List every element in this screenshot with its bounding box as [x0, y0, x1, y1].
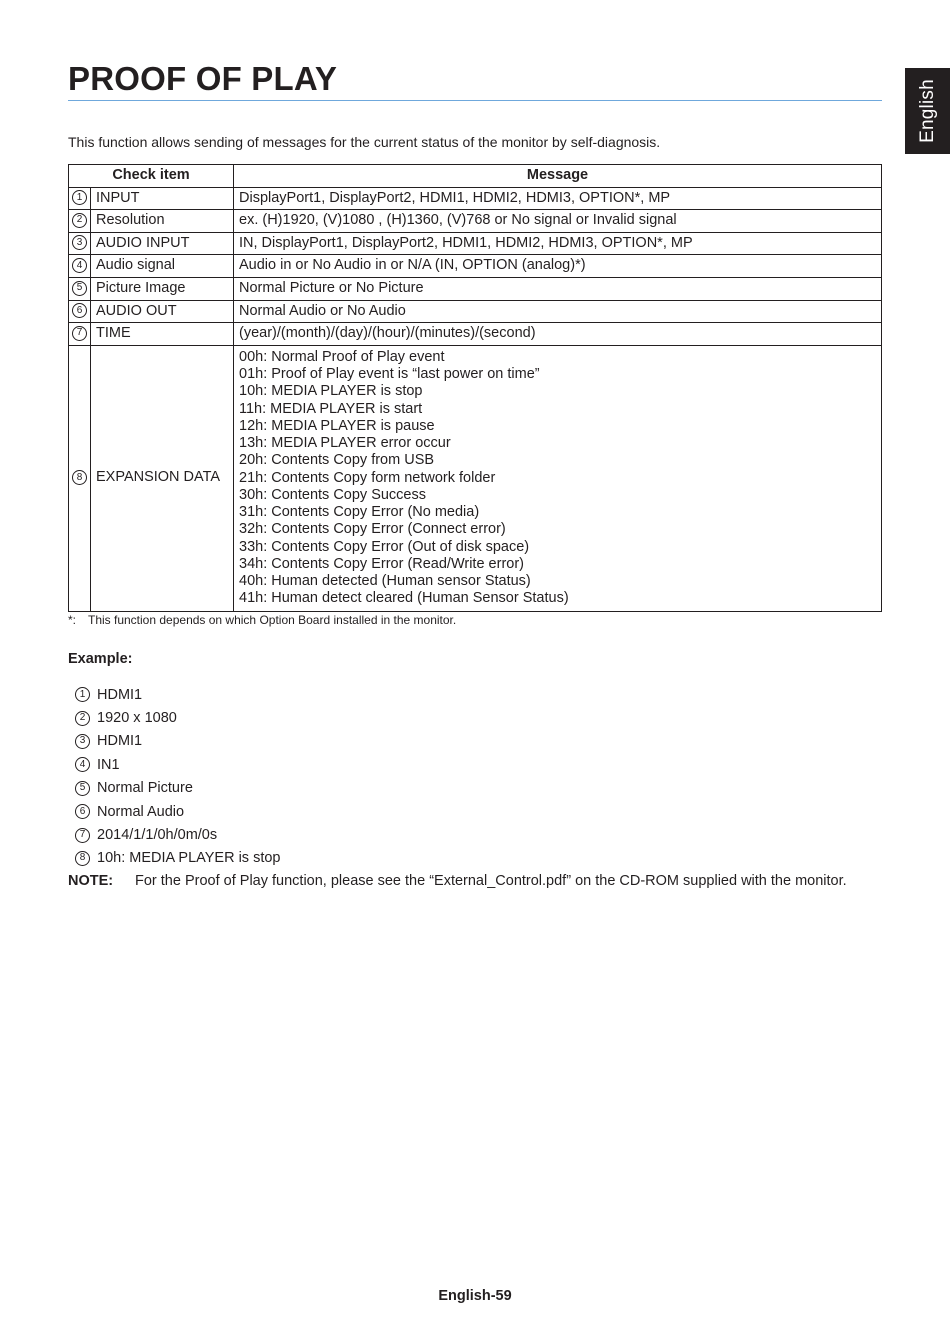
circled-number: 2: [75, 711, 90, 726]
row-number: [69, 345, 91, 611]
expansion-code-item: 21h: Contents Copy form network folder: [239, 469, 496, 486]
check-item-cell: TIME: [91, 323, 234, 346]
circled-number: 7: [72, 326, 87, 341]
table-header-row: [69, 165, 882, 188]
example-item: [75, 800, 280, 823]
table-row: [69, 187, 882, 210]
circled-number: 4: [72, 258, 87, 273]
expansion-code-item: 34h: Contents Copy Error (Read/Write error): [239, 555, 525, 572]
row-number: [69, 187, 91, 210]
expansion-code-item: 20h: Contents Copy from USB: [239, 452, 435, 469]
expansion-code-list: [239, 346, 876, 611]
message-cell: Normal Picture or No Picture: [234, 277, 882, 300]
table-row: [69, 323, 882, 346]
example-item: [75, 706, 280, 729]
expansion-code-item: 11h: MEDIA PLAYER is start: [239, 400, 423, 417]
example-item: [75, 753, 280, 776]
table-row: [69, 210, 882, 233]
example-item: [75, 847, 280, 870]
check-item-cell: AUDIO OUT: [91, 300, 234, 323]
example-item: [75, 730, 280, 753]
circled-number: 8: [75, 851, 90, 866]
table-row: [69, 232, 882, 255]
example-list: [75, 683, 280, 870]
message-cell: Audio in or No Audio in or N/A (IN, OPTION (analog)*): [234, 255, 882, 278]
example-item-text: IN1: [97, 756, 120, 773]
table-body: [69, 187, 882, 611]
example-item-text: HDMI1: [97, 733, 143, 750]
row-number: [69, 232, 91, 255]
example-item-text: 2014/1/1/0h/0m/0s: [97, 827, 218, 844]
note-text: For the Proof of Play function, please see the “External_Control.pdf” on the CD-ROM supplied with the monitor.: [135, 873, 847, 889]
check-item-cell: Picture Image: [91, 277, 234, 300]
message-cell: (year)/(month)/(day)/(hour)/(minutes)/(second): [234, 323, 882, 346]
circled-number: 3: [75, 734, 90, 749]
footnote-mark: *:: [68, 613, 77, 627]
footnote-text: This function depends on which Option Board installed in the monitor.: [88, 613, 457, 627]
expansion-code-item: 40h: Human detected (Human sensor Status): [239, 573, 531, 589]
expansion-message-cell: [234, 345, 882, 611]
example-item-text: 10h: MEDIA PLAYER is stop: [97, 850, 281, 867]
circled-number: 5: [75, 781, 90, 796]
row-number: [69, 277, 91, 300]
row-number: [69, 300, 91, 323]
header-message: Message: [234, 165, 882, 188]
circled-number: 3: [72, 235, 87, 250]
table-row: [69, 277, 882, 300]
language-tab: [905, 68, 950, 154]
table-row: [69, 255, 882, 278]
header-check-item: Check item: [69, 165, 234, 188]
page-title: PROOF OF PLAY: [68, 60, 338, 97]
example-item-text: Normal Picture: [97, 780, 193, 797]
message-cell: Normal Audio or No Audio: [234, 300, 882, 323]
circled-number: 5: [72, 281, 87, 296]
check-item-cell: Resolution: [91, 210, 234, 233]
message-cell: ex. (H)1920, (V)1080 , (H)1360, (V)768 or No signal or Invalid signal: [234, 210, 882, 233]
expansion-code-item: 33h: Contents Copy Error (Out of disk space): [239, 538, 530, 555]
expansion-code-item: 31h: Contents Copy Error (No media): [239, 504, 480, 520]
expansion-code-item: 00h: Normal Proof of Play event: [239, 348, 445, 365]
example-item-text: 1920 x 1080: [97, 710, 177, 727]
intro-text: This function allows sending of messages for the current status of the monitor by self-diagnosis.: [68, 134, 661, 150]
circled-number: 1: [75, 687, 90, 702]
circled-number: 7: [75, 828, 90, 843]
example-item: [75, 823, 280, 846]
note: [68, 873, 847, 889]
circled-number: 8: [72, 470, 87, 485]
expansion-code-item: 01h: Proof of Play event is “last power on time”: [239, 366, 540, 382]
example-item: [75, 683, 280, 706]
example-item-text: HDMI1: [97, 686, 143, 703]
table-row-expansion: [69, 345, 882, 611]
circled-number: 4: [75, 757, 90, 772]
expansion-code-item: 30h: Contents Copy Success: [239, 486, 426, 503]
page-number: English-59: [438, 1288, 512, 1304]
message-cell: DisplayPort1, DisplayPort2, HDMI1, HDMI2, HDMI3, OPTION*, MP: [234, 187, 882, 210]
message-cell: IN, DisplayPort1, DisplayPort2, HDMI1, HDMI2, HDMI3, OPTION*, MP: [234, 232, 882, 255]
language-tab-label: English: [916, 79, 938, 143]
expansion-code-item: 32h: Contents Copy Error (Connect error): [239, 521, 506, 538]
expansion-code-item: 10h: MEDIA PLAYER is stop: [239, 383, 423, 400]
note-label: NOTE:: [68, 873, 114, 889]
row-number: [69, 255, 91, 278]
circled-number: 6: [75, 804, 90, 819]
row-number: [69, 210, 91, 233]
expansion-code-item: 41h: Human detect cleared (Human Sensor Status): [239, 590, 569, 607]
check-item-cell: INPUT: [91, 187, 234, 210]
footnote: [68, 613, 456, 627]
example-item-text: Normal Audio: [97, 803, 185, 820]
title-divider: [68, 100, 882, 101]
row-number: [69, 323, 91, 346]
circled-number: 2: [72, 213, 87, 228]
example-heading: Example:: [68, 651, 133, 667]
circled-number: 6: [72, 303, 87, 318]
table-row: [69, 300, 882, 323]
expansion-code-item: 13h: MEDIA PLAYER error occur: [239, 435, 451, 451]
check-item-cell: Audio signal: [91, 255, 234, 278]
example-item: [75, 777, 280, 800]
check-item-table: [68, 164, 882, 612]
circled-number: 1: [72, 190, 87, 205]
expansion-code-item: 12h: MEDIA PLAYER is pause: [239, 417, 435, 434]
check-item-cell: EXPANSION DATA: [91, 345, 234, 611]
check-item-cell: AUDIO INPUT: [91, 232, 234, 255]
